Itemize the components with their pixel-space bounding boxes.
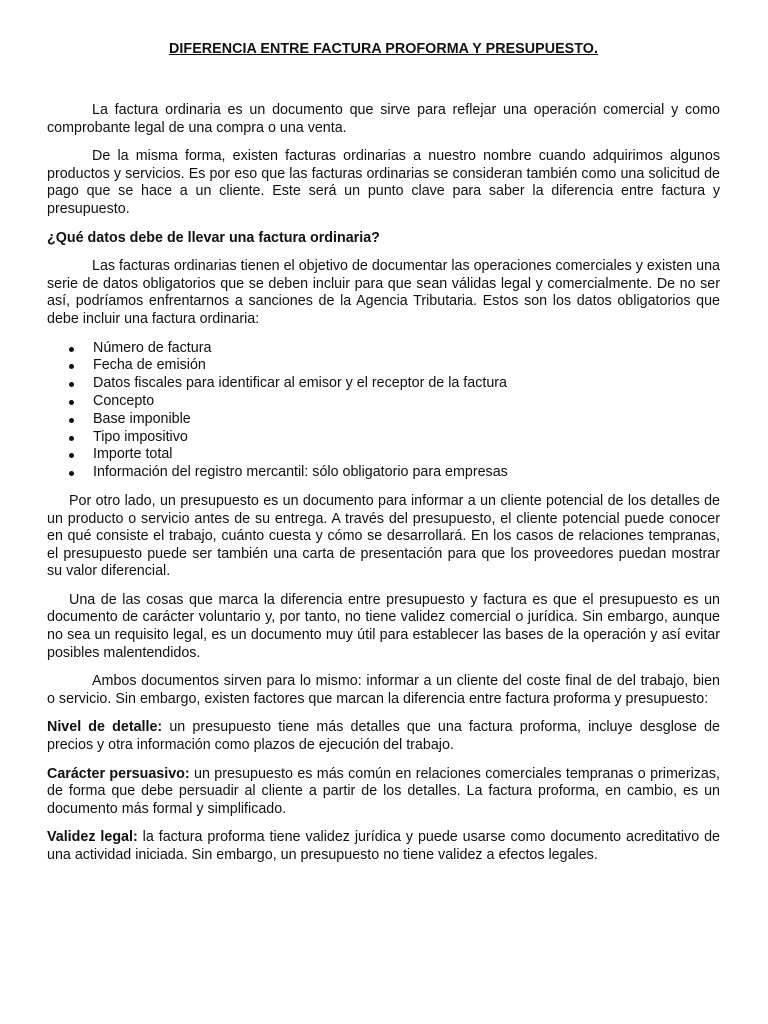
list-item: Base imponible: [47, 411, 720, 429]
bullet-icon: [69, 471, 74, 476]
paragraph-solicitud-pago: De la misma forma, existen facturas ordinarias a nuestro nombre cuando adquirimos algunos productos y servicios. Es por eso que las facturas ordinarias se consideran también como una solicitud de pago que se hace a un cliente. Este será un punto clave para saber la diferencia entre factura y presupuesto.: [47, 148, 720, 217]
question-heading: ¿Qué datos debe de llevar una factura ordinaria?: [47, 229, 380, 246]
factor-text: un presupuesto tiene más detalles que una factura proforma, incluye desglose de precios y otra información como plazos de ejecución del trabajo.: [47, 719, 721, 754]
list-item: Tipo impositivo: [47, 429, 720, 447]
paragraph-ambos-documentos: Ambos documentos sirven para lo mismo: informar a un cliente del coste final de del trabajo, bien o servicio. Sin embargo, existen factores que marcan la diferencia entre factura proforma y presupuesto:: [47, 673, 720, 707]
factor-nivel-detalle: [47, 719, 720, 754]
list-item: Fecha de emisión: [47, 357, 720, 375]
factor-text: la factura proforma tiene validez jurídica y puede usarse como documento acreditativo de una actividad iniciada. Sin embargo, un presupuesto no tiene validez a efectos legales.: [47, 829, 720, 863]
bullet-icon: [69, 347, 74, 352]
paragraph-presupuesto: Por otro lado, un presupuesto es un documento para informar a un cliente potencial de los detalles de un producto o servicio antes de su entrega. A través del presupuesto, el cliente potencial puede conocer en qué consiste el trabajo, cuánto cuesta y cómo se desarrollará. En los casos de relaciones tempranas, el presupuesto puede ser también una carta de presentación para que los proveedores puedan mostrar su valor diferencial.: [47, 492, 720, 580]
paragraph-caracter-voluntario: Una de las cosas que marca la diferencia entre presupuesto y factura es que el presupuesto es un documento de carácter voluntario y, por tanto, no tiene validez comercial o jurídica. Sin embargo, aunque no sea un requisito legal, es un documento muy útil para establecer las bases de la operación y así evitar posibles malentendidos.: [47, 591, 720, 661]
factor-validez-legal: [47, 829, 720, 864]
required-data-list: [47, 340, 720, 482]
factor-term: Carácter persuasivo:: [47, 765, 190, 782]
bullet-icon: [69, 400, 74, 405]
paragraph-datos-obligatorios: Las facturas ordinarias tienen el objetivo de documentar las operaciones comerciales y existen una serie de datos obligatorios que se deben incluir para que sean válidas legal y comercialmente. De no ser así, podríamos enfrentarnos a sanciones de la Agencia Tributaria. Estos son los datos obligatorios que debe incluir una factura ordinaria:: [47, 258, 720, 327]
bullet-icon: [69, 418, 74, 423]
list-item: Datos fiscales para identificar al emisor y el receptor de la factura: [47, 375, 720, 393]
list-item: Número de factura: [47, 340, 720, 358]
factor-term: Validez legal:: [47, 829, 138, 846]
list-item: Concepto: [47, 393, 720, 411]
bullet-icon: [69, 364, 74, 369]
factor-caracter-persuasivo: [47, 766, 720, 819]
bullet-icon: [69, 436, 74, 441]
list-item: Información del registro mercantil: sólo obligatorio para empresas: [47, 464, 720, 482]
bullet-icon: [69, 453, 74, 458]
paragraph-factura-ordinaria: La factura ordinaria es un documento que sirve para reflejar una operación comercial y como comprobante legal de una compra o una venta.: [47, 102, 720, 136]
document-title: DIFERENCIA ENTRE FACTURA PROFORMA Y PRESUPUESTO.: [169, 41, 598, 57]
factor-term: Nivel de detalle:: [47, 719, 163, 736]
list-item: Importe total: [47, 446, 720, 464]
factor-text: un presupuesto es más común en relaciones comerciales tempranas o primerizas, de forma que debe persuadir al cliente a partir de los detalles. La factura proforma, en cambio, es un documento más formal y simplificado.: [47, 765, 720, 817]
bullet-icon: [69, 382, 74, 387]
